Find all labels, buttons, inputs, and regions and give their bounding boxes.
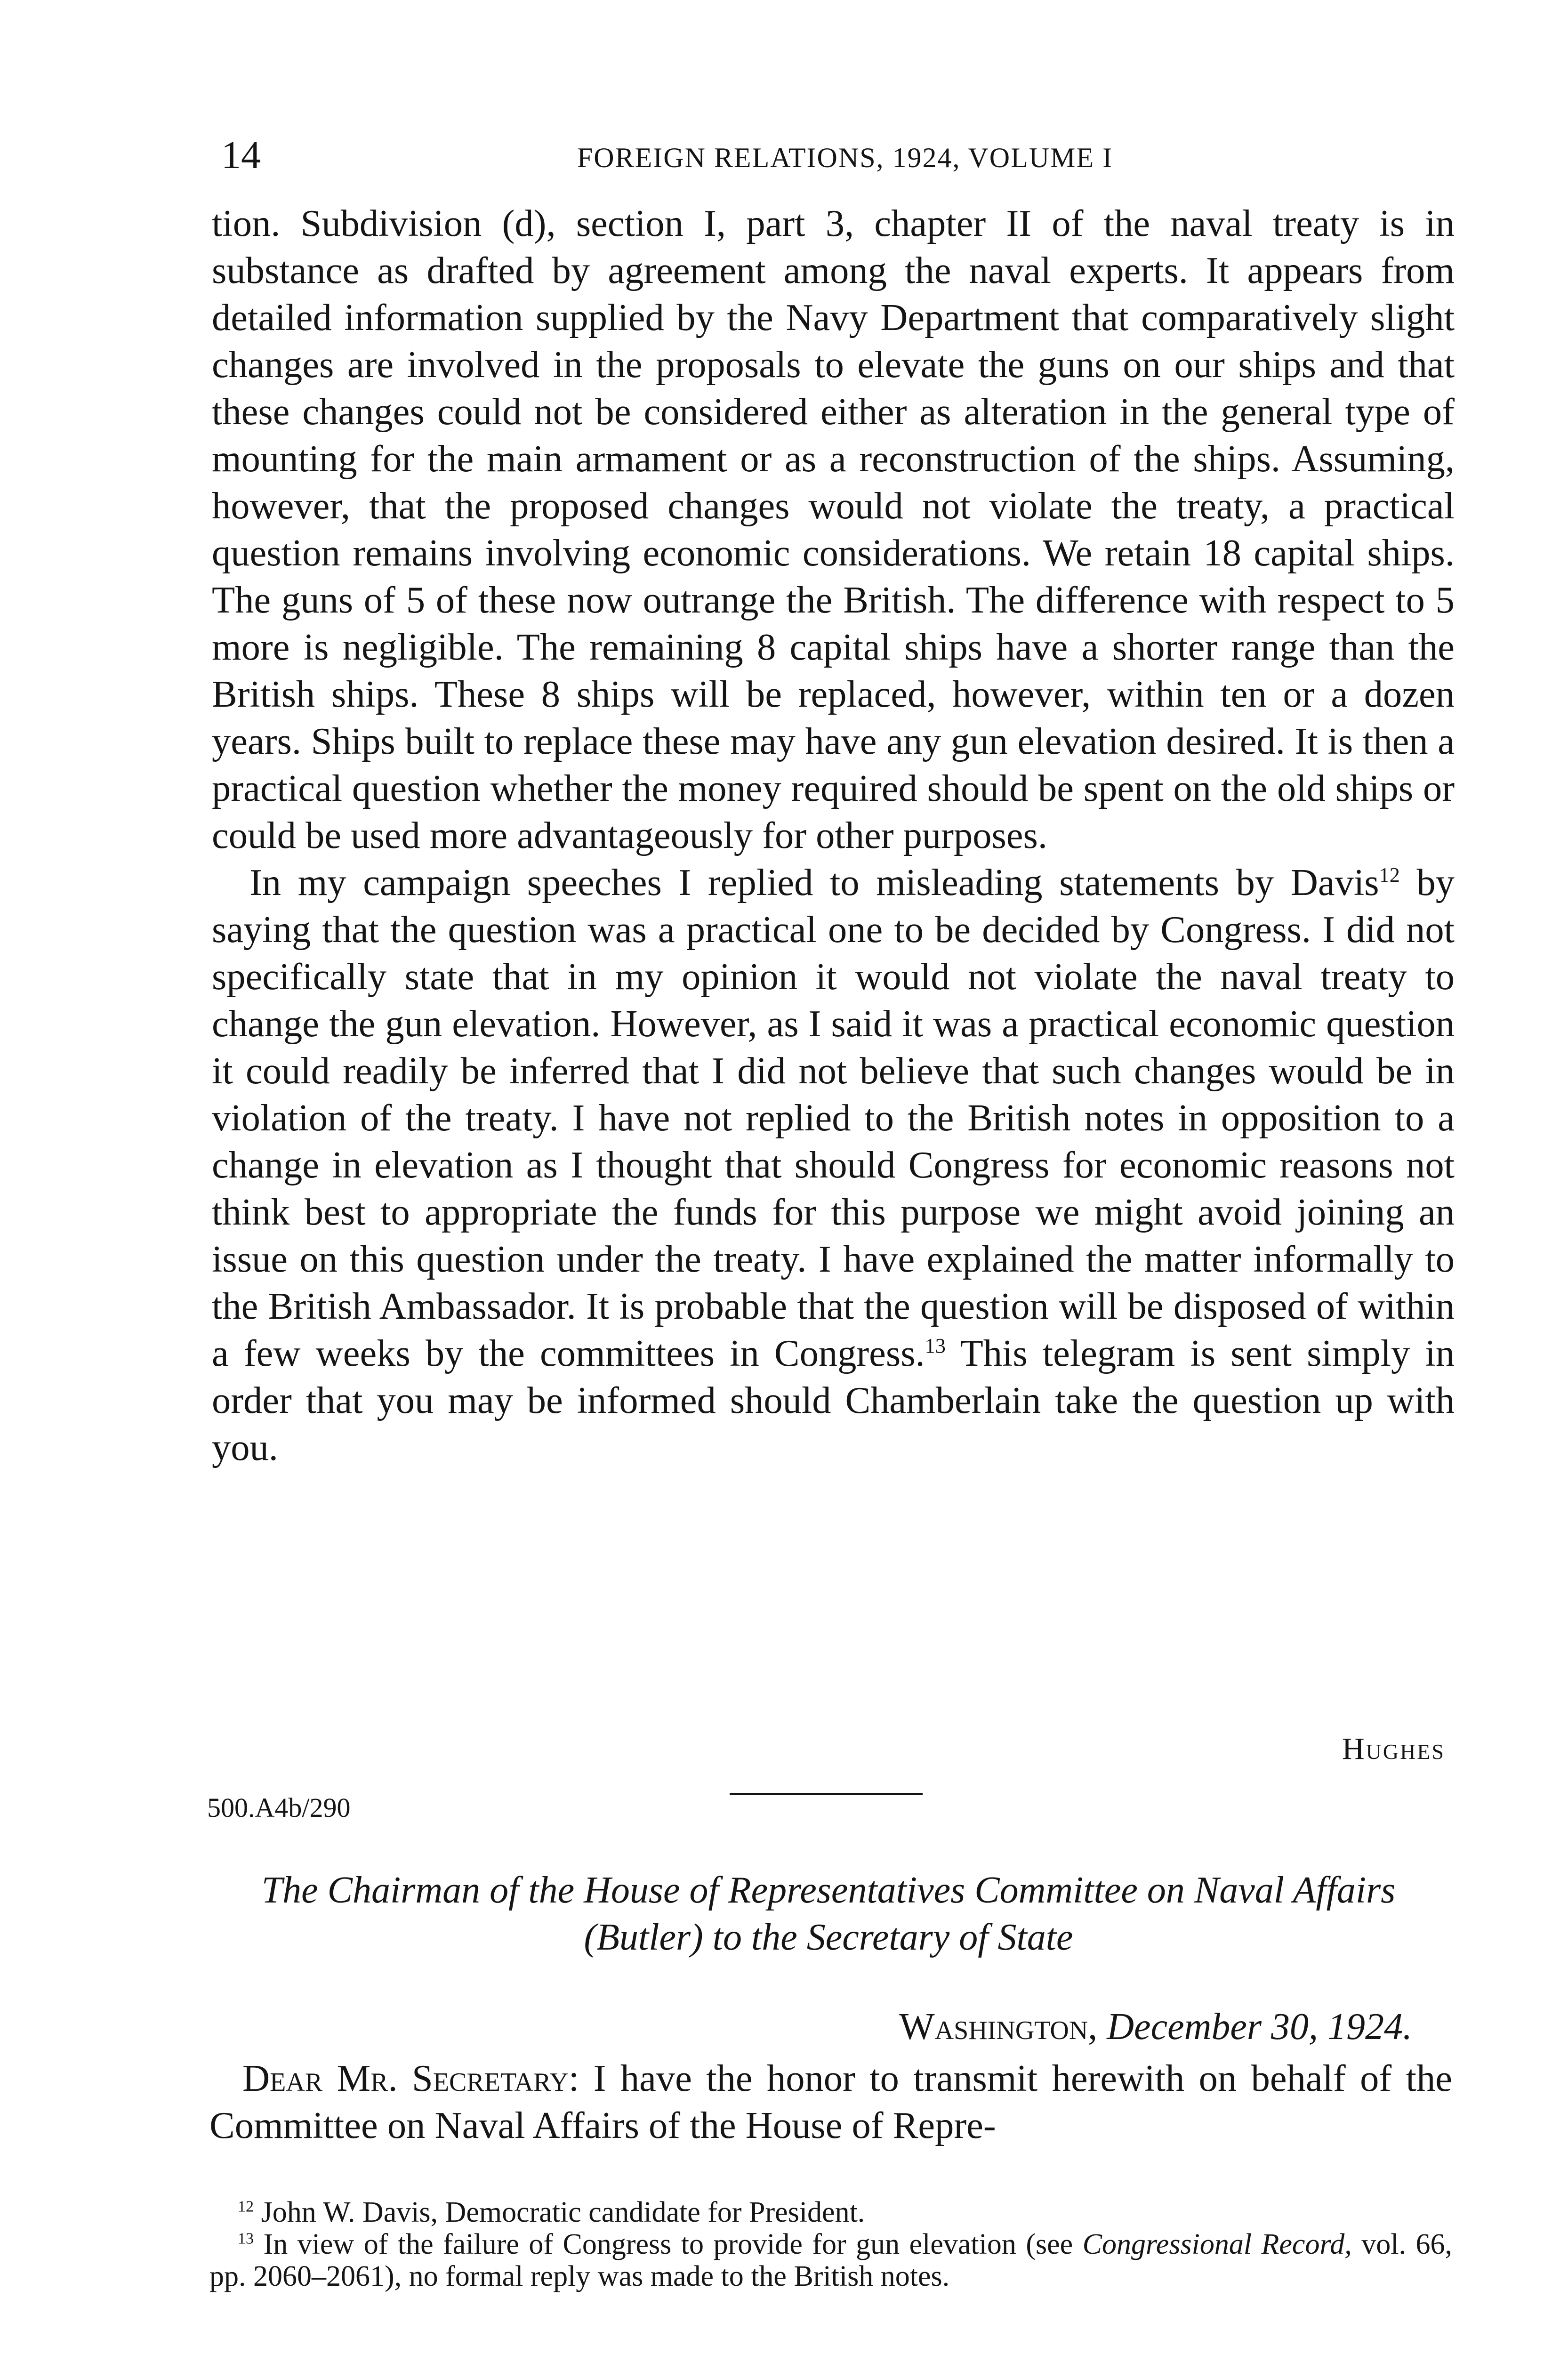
section-divider bbox=[730, 1793, 923, 1795]
paragraph-2-text-b: by saying that the question was a practical one to be decided by Congress. I did not specifically state that in my opinion it would not violate the naval treaty to change the gun elevation. However, as I said it was a practical economic question it could readily be inferred that I did not believe that such changes would be in violation of the treaty. I have not replied to the British notes in opposition to a change in elevation as I thought that should Congress for economic reasons not think best to appropriate the funds for this purpose we might avoid joining an issue on this question under the treaty. I have explained the matter informally to the British Ambassador. It is probable that the question will be disposed of within a few weeks by the committees in Congress. bbox=[212, 862, 1455, 1374]
footnote-ref-12: 12 bbox=[1379, 863, 1400, 887]
footnotes bbox=[209, 2196, 1452, 2292]
document-title: The Chairman of the House of Representatives Committee on Naval Affairs (Butler) to the Secretary of State bbox=[261, 1870, 1396, 1958]
dateline-place: Washington, bbox=[899, 2006, 1098, 2048]
footnote-13-number: 13 bbox=[238, 2230, 254, 2248]
page-header bbox=[221, 127, 1469, 184]
footnote-ref-13: 13 bbox=[925, 1334, 946, 1358]
paragraph-2-text-a: In my campaign speeches I replied to misleading statements by Davis bbox=[249, 862, 1379, 903]
salutation: Dear Mr. Secretary: bbox=[242, 2057, 579, 2099]
footnote-13-text-a: In view of the failure of Congress to provide for gun elevation (see bbox=[254, 2228, 1083, 2260]
body-paragraph-2 bbox=[212, 859, 1455, 1471]
footnote-12 bbox=[209, 2196, 1452, 2228]
footnote-13 bbox=[209, 2228, 1452, 2292]
footnote-13-citation-title: Congressional Record, bbox=[1082, 2228, 1352, 2260]
footnote-13-text-b: vol. 66, pp. 2060–2061), no formal reply was made to the British notes. bbox=[209, 2228, 1452, 2292]
telegram-body bbox=[212, 200, 1455, 1471]
running-title: FOREIGN RELATIONS, 1924, VOLUME I bbox=[577, 142, 1113, 173]
dateline bbox=[753, 2003, 1412, 2050]
footnote-12-number: 12 bbox=[238, 2198, 254, 2216]
file-number: 500.A4b/290 bbox=[207, 1792, 351, 1823]
paragraph-2-text-c: This telegram is sent simply in order that you may be informed should Chamberlain take the question up with you. bbox=[212, 1332, 1455, 1468]
letter-text: I have the honor to transmit herewith on behalf of the Committee on Naval Affairs of the House of Repre- bbox=[209, 2057, 1453, 2146]
signature: Hughes bbox=[1342, 1732, 1445, 1766]
letter-opening bbox=[209, 2055, 1452, 2149]
dateline-date: December 30, 1924. bbox=[1107, 2006, 1412, 2048]
page-number: 14 bbox=[221, 133, 261, 177]
footnote-12-text: John W. Davis, Democratic candidate for President. bbox=[254, 2196, 865, 2228]
body-paragraph-1: tion. Subdivision (d), section I, part 3, chapter II of the naval treaty is in substance as drafted by agreement among the naval experts. It appears from detailed information supplied by the Navy Department that comparatively slight changes are involved in the proposals to elevate the guns on our ships and that these changes could not be considered either as alteration in the general type of mounting for the main armament or as a reconstruction of the ships. Assuming, however, that the proposed changes would not violate the treaty, a practical question remains involving economic considerations. We retain 18 capital ships. The guns of 5 of these now outrange the British. The difference with respect to 5 more is negligible. The remaining 8 capital ships have a shorter range than the British ships. These 8 ships will be replaced, however, within ten or a dozen years. Ships built to replace these may have any gun elevation desired. It is then a practical question whether the money required should be spent on the old ships or could be used more advantageously for other purposes. bbox=[212, 202, 1455, 856]
